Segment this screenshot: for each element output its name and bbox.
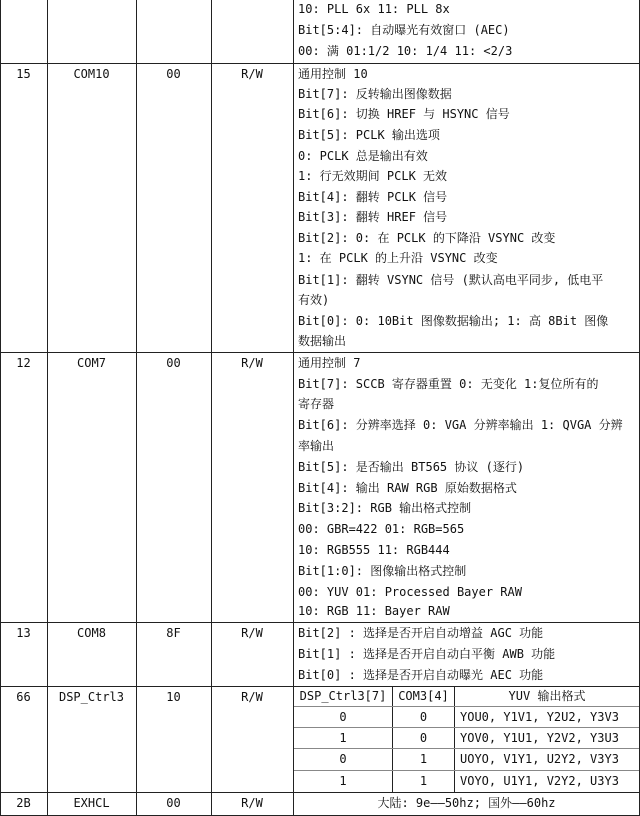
subtable-cell: 1 — [339, 731, 347, 745]
reg-rw: R/W — [241, 796, 263, 810]
reg-default: 10 — [166, 690, 181, 704]
desc-line: Bit[4]: 翻转 PCLK 信号 — [298, 190, 448, 204]
subtable-header: YUV 输出格式 — [508, 689, 586, 703]
subtable-cell: YOU0, Y1V1, Y2U2, Y3V3 — [460, 710, 619, 724]
reg-name: COM10 — [73, 67, 110, 81]
desc-line: Bit[0]: 0: 10Bit 图像数据输出; 1: 高 8Bit 图像 — [298, 314, 609, 328]
subtable-cell: UOYO, V1Y1, U2Y2, V3Y3 — [460, 752, 619, 766]
desc-line: 率输出 — [298, 439, 335, 453]
desc-line: 00: YUV 01: Processed Bayer RAW — [298, 585, 522, 599]
subtable-header: DSP_Ctrl3[7] — [299, 689, 387, 703]
desc-line: Bit[2]: 0: 在 PCLK 的下降沿 VSYNC 改变 — [298, 231, 556, 245]
subtable-cell: 0 — [419, 710, 428, 724]
reg-rw: R/W — [241, 356, 263, 370]
desc-line: Bit[3:2]: RGB 输出格式控制 — [298, 501, 472, 515]
desc-line: 数据输出 — [298, 334, 347, 348]
reg-address: 15 — [16, 67, 31, 81]
desc-line: Bit[4]: 输出 RAW RGB 原始数据格式 — [298, 481, 517, 495]
subtable-cell: 1 — [339, 774, 347, 788]
reg-default: 8F — [166, 626, 181, 640]
desc-line: Bit[1:0]: 图像输出格式控制 — [298, 564, 467, 578]
desc-line: Bit[2] : 选择是否开启自动增益 AGC 功能 — [298, 626, 544, 640]
subtable-cell: 0 — [339, 710, 347, 724]
reg-address: 66 — [16, 690, 31, 704]
desc-line: 00: 满 01:1/2 10: 1/4 11: <2/3 — [298, 44, 513, 58]
desc-line: 1: 行无效期间 PCLK 无效 — [298, 169, 448, 183]
reg-rw: R/W — [241, 67, 263, 81]
desc-line: Bit[5]: 是否输出 BT565 协议 (逐行) — [298, 460, 525, 474]
desc-line: 10: RGB 11: Bayer RAW — [298, 604, 450, 618]
subtable-cell: 1 — [419, 752, 428, 766]
desc-line: Bit[6]: 分辨率选择 0: VGA 分辨率输出 1: QVGA 分辨 — [298, 418, 623, 432]
desc-line: 有效) — [298, 293, 330, 307]
desc-line: 00: GBR=422 01: RGB=565 — [298, 522, 465, 536]
reg-rw: R/W — [241, 690, 263, 704]
subtable-cell: VOYO, U1Y1, V2Y2, U3Y3 — [460, 774, 619, 788]
desc-line: 大陆: 9e——50hz; 国外——60hz — [377, 796, 556, 810]
subtable-cell: 0 — [339, 752, 347, 766]
desc-line: 10: PLL 6x 11: PLL 8x — [298, 2, 450, 16]
desc-line: 通用控制 10 — [298, 67, 368, 81]
desc-line: 10: RGB555 11: RGB444 — [298, 543, 450, 557]
reg-default: 00 — [166, 796, 181, 810]
reg-name: DSP_Ctrl3 — [58, 690, 125, 704]
reg-name: COM8 — [77, 626, 106, 640]
desc-line: Bit[7]: SCCB 寄存器重置 0: 无变化 1:复位所有的 — [298, 377, 599, 391]
reg-address: 12 — [16, 356, 31, 370]
desc-line: Bit[5:4]: 自动曝光有效窗口 (AEC) — [298, 23, 510, 37]
desc-line: Bit[6]: 切换 HREF 与 HSYNC 信号 — [298, 107, 510, 121]
desc-line: Bit[3]: 翻转 HREF 信号 — [298, 210, 448, 224]
desc-line: Bit[7]: 反转输出图像数据 — [298, 87, 452, 101]
desc-line: Bit[1] : 选择是否开启自动白平衡 AWB 功能 — [298, 647, 556, 661]
reg-rw: R/W — [241, 626, 263, 640]
desc-line: 通用控制 7 — [298, 356, 361, 370]
reg-name: COM7 — [77, 356, 106, 370]
reg-default: 00 — [166, 356, 181, 370]
desc-line: Bit[0] : 选择是否开启自动曝光 AEC 功能 — [298, 668, 544, 682]
subtable-cell: 0 — [419, 731, 428, 745]
desc-line: Bit[5]: PCLK 输出选项 — [298, 128, 440, 142]
desc-line: Bit[1]: 翻转 VSYNC 信号 (默认高电平同步, 低电平 — [298, 273, 604, 287]
reg-default: 00 — [166, 67, 181, 81]
subtable-cell: YOV0, Y1U1, Y2V2, Y3U3 — [460, 731, 619, 745]
subtable-cell: 1 — [419, 774, 428, 788]
desc-line: 1: 在 PCLK 的上升沿 VSYNC 改变 — [298, 251, 498, 265]
desc-line: 0: PCLK 总是输出有效 — [298, 149, 428, 163]
reg-name: EXHCL — [73, 796, 110, 810]
desc-line: 寄存器 — [298, 397, 335, 411]
subtable-header: COM3[4] — [398, 689, 449, 703]
reg-address: 13 — [16, 626, 31, 640]
reg-address: 2B — [16, 796, 31, 810]
